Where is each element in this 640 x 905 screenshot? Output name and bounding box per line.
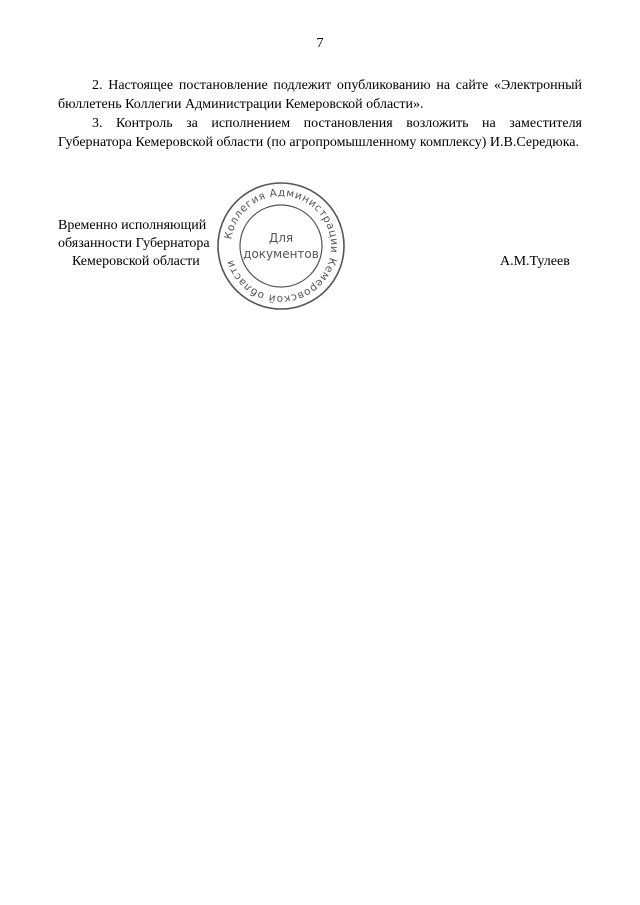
signatory-title: [58, 217, 210, 271]
seal-ring-text: Коллегия Администрации Кемеровской области: [222, 186, 341, 306]
paragraph-publication: 2. Настоящее постановление подлежит опубликованию на сайте «Электронный бюллетень Коллегии Администрации Кемеровской области».: [58, 78, 582, 112]
paragraph-control: 3. Контроль за исполнением постановления возложить на заместителя Губернатора Кемеровской области (по агропромышленному комплексу) И.В.Середюка.: [58, 116, 582, 150]
seal-center-line-1: Для: [268, 231, 294, 245]
signatory-title-line-3: Кемеровской области: [72, 254, 200, 269]
seal-outer-ring: [218, 183, 344, 309]
signatory-title-line-1: Временно исполняющий: [58, 218, 207, 233]
official-seal: [215, 180, 347, 312]
signatory-name: А.М.Тулеев: [500, 254, 570, 269]
signatory-title-line-2: обязанности Губернатора: [58, 236, 210, 251]
document-body: [58, 76, 582, 152]
seal-inner-ring: [240, 205, 322, 287]
seal-center-line-2: документов: [243, 247, 319, 261]
page-number: 7: [316, 36, 324, 51]
